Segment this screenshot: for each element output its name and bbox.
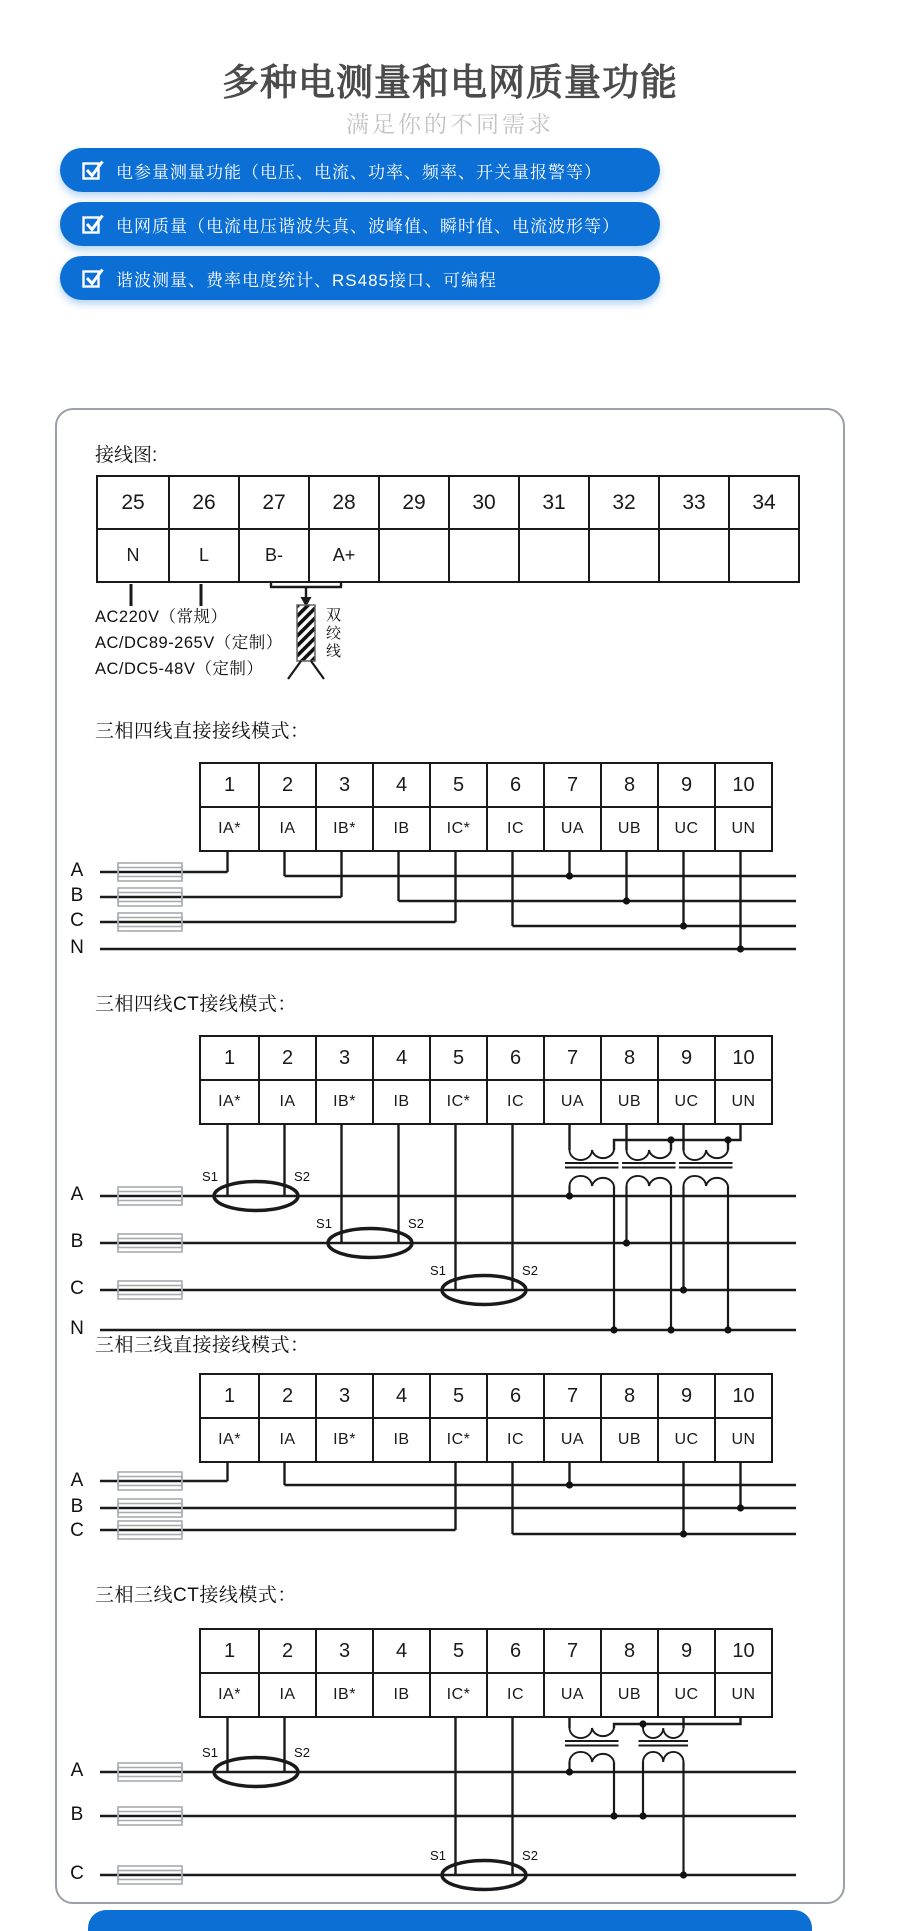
terminal-cell: IC*: [429, 1419, 486, 1461]
pt-transformer-icon: [565, 1150, 733, 1330]
terminal-cell: UC: [657, 808, 714, 850]
svg-text:S1: S1: [202, 1745, 218, 1760]
terminal-cell: 3: [315, 1630, 372, 1672]
terminal-cell: 7: [543, 1375, 600, 1417]
terminal-cell: UN: [714, 1081, 771, 1123]
power-option: AC220V（常规）: [95, 608, 228, 626]
terminal-cell: UC: [657, 1674, 714, 1716]
twisted-pair-label: 双绞线: [324, 607, 341, 661]
terminal-cell: [588, 530, 658, 581]
terminal-cell: IB: [372, 1419, 429, 1461]
terminal-cell: [448, 530, 518, 581]
terminal-strip-diagram4: [199, 1628, 773, 1718]
terminal-cell: 26: [168, 477, 238, 528]
svg-text:S2: S2: [294, 1745, 310, 1760]
terminal-cell: 1: [223, 773, 236, 796]
terminal-label-row: [201, 1417, 771, 1461]
terminal-number-row: [201, 764, 771, 806]
terminal-cell: IA*: [218, 1686, 241, 1703]
terminal-cell: IA: [258, 808, 315, 850]
terminal-cell: IC: [486, 1419, 543, 1461]
terminal-cell: IC*: [429, 1081, 486, 1123]
terminal-cell: UB: [600, 1419, 657, 1461]
terminal-cell: 29: [378, 477, 448, 528]
phase-label-a: A: [70, 1470, 84, 1491]
svg-text:S1: S1: [430, 1848, 446, 1863]
terminal-cell: [658, 530, 728, 581]
terminal-cell: 10: [714, 1375, 771, 1417]
ct-coil-icon: [214, 1758, 526, 1890]
terminal-cell: IA: [258, 1081, 315, 1123]
diagram4-title: 三相三线CT接线模式：: [95, 1585, 297, 1606]
fuse-icon: [118, 1763, 182, 1884]
terminal-cell: IA: [258, 1419, 315, 1461]
svg-text:S1: S1: [316, 1216, 332, 1231]
terminal-cell: UC: [657, 1419, 714, 1461]
terminal-cell: UA: [543, 1419, 600, 1461]
terminal-cell: 4: [372, 1375, 429, 1417]
terminal-cell: 1: [223, 1384, 236, 1407]
terminal-cell: 5: [429, 1375, 486, 1417]
diagram3-wires: [100, 1457, 796, 1534]
ct-terminal-labels: [202, 1745, 538, 1863]
terminal-cell: UN: [714, 1674, 771, 1716]
terminal-cell: 3: [315, 764, 372, 806]
terminal-cell: UB: [600, 808, 657, 850]
terminal-cell: IA*: [218, 1093, 241, 1110]
feature-text: 电网质量（电流电压谐波失真、波峰值、瞬时值、电流波形等）: [116, 216, 620, 236]
diagram2-title: 三相四线CT接线模式：: [95, 994, 297, 1015]
terminal-cell: 3: [315, 1037, 372, 1079]
terminal-cell: 31: [518, 477, 588, 528]
phase-label-n: N: [70, 1318, 84, 1339]
terminal-cell: UB: [600, 1081, 657, 1123]
terminal-cell: 10: [714, 764, 771, 806]
terminal-number-row: [201, 1037, 771, 1079]
svg-text:S2: S2: [522, 1848, 538, 1863]
terminal-cell: 30: [448, 477, 518, 528]
phase-label-a: A: [70, 860, 84, 881]
terminal-cell: UN: [714, 1419, 771, 1461]
terminal-cell: 4: [372, 1037, 429, 1079]
diagram4-junction-dots: [566, 1720, 687, 1878]
terminal-cell: B-: [238, 530, 308, 581]
terminal-cell: IB*: [315, 1674, 372, 1716]
phase-label-n: N: [70, 937, 84, 958]
feature-text: 电参量测量功能（电压、电流、功率、频率、开关量报警等）: [116, 162, 602, 182]
terminal-strip-top: [96, 475, 800, 583]
terminal-cell: 2: [258, 1630, 315, 1672]
terminal-cell: IB*: [315, 1081, 372, 1123]
svg-text:S2: S2: [294, 1169, 310, 1184]
terminal-cell: 7: [543, 764, 600, 806]
terminal-cell: 27: [238, 477, 308, 528]
terminal-cell: 7: [543, 1037, 600, 1079]
terminal-cell: IB: [372, 808, 429, 850]
terminal-cell: IA: [258, 1674, 315, 1716]
terminal-cell: 2: [258, 1037, 315, 1079]
terminal-cell: [728, 530, 798, 581]
terminal-label-row: [98, 528, 798, 581]
power-option: AC/DC89-265V（定制）: [95, 634, 283, 652]
svg-text:S1: S1: [430, 1263, 446, 1278]
terminal-cell: 8: [600, 1375, 657, 1417]
next-section-banner-partial: [88, 1910, 812, 1931]
terminal-cell: 8: [600, 1037, 657, 1079]
terminal-cell: UA: [543, 1674, 600, 1716]
terminal-cell: IC*: [429, 808, 486, 850]
terminal-cell: A+: [308, 530, 378, 581]
phase-label-c: C: [70, 910, 84, 931]
phase-label-b: B: [70, 1496, 84, 1517]
terminal-strip-diagram3: [199, 1373, 773, 1463]
wiring-diagram-label: 接线图:: [95, 445, 158, 466]
terminal-cell: 4: [372, 764, 429, 806]
terminal-cell: 7: [543, 1630, 600, 1672]
phase-label-c: C: [70, 1520, 84, 1541]
terminal-cell: 5: [429, 764, 486, 806]
terminal-cell: 8: [600, 764, 657, 806]
terminal-cell: IB: [372, 1081, 429, 1123]
terminal-number-row: [201, 1375, 771, 1417]
terminal-cell: 9: [657, 1375, 714, 1417]
terminal-cell: 2: [258, 1375, 315, 1417]
phase-label-b: B: [70, 1231, 84, 1252]
diagram3-title: 三相三线直接接线模式：: [95, 1335, 310, 1356]
phase-label-c: C: [70, 1278, 84, 1299]
terminal-cell: IB: [372, 1674, 429, 1716]
ct-terminal-labels: [202, 1169, 538, 1278]
terminal-cell: IC: [486, 1081, 543, 1123]
terminal-cell: UA: [543, 1081, 600, 1123]
terminal-cell: 2: [258, 764, 315, 806]
terminal-cell: N: [126, 545, 140, 565]
phase-label-c: C: [70, 1863, 84, 1884]
terminal-cell: 6: [486, 1630, 543, 1672]
terminal-cell: 3: [315, 1375, 372, 1417]
terminal-cell: IB*: [315, 808, 372, 850]
page-title: 多种电测量和电网质量功能: [222, 62, 678, 103]
diagram4-wires: [100, 1712, 796, 1875]
terminal-cell: 10: [714, 1037, 771, 1079]
terminal-cell: UB: [600, 1674, 657, 1716]
terminal-cell: IC: [486, 808, 543, 850]
terminal-cell: 8: [600, 1630, 657, 1672]
diagram3-junction-dots: [566, 1481, 744, 1537]
terminal-cell: 10: [714, 1630, 771, 1672]
terminal-cell: 4: [372, 1630, 429, 1672]
terminal-strip-diagram2: [199, 1035, 773, 1125]
feature-text: 谐波测量、费率电度统计、RS485接口、可编程: [116, 270, 497, 290]
terminal-cell: 9: [657, 764, 714, 806]
twisted-pair-cable-icon: [288, 605, 324, 679]
terminal-cell: 28: [308, 477, 378, 528]
terminal-cell: [518, 530, 588, 581]
svg-text:S2: S2: [522, 1263, 538, 1278]
terminal-number-row: [201, 1630, 771, 1672]
pt-transformer-icon: [565, 1728, 688, 1875]
diagram1-junction-dots: [566, 872, 744, 952]
diagram1-wires: [100, 846, 796, 949]
terminal-cell: L: [168, 530, 238, 581]
terminal-cell: 32: [588, 477, 658, 528]
terminal-cell: 6: [486, 1375, 543, 1417]
terminal-cell: 25: [121, 490, 145, 514]
terminal-label-row: [201, 806, 771, 850]
terminal-cell: 1: [223, 1639, 236, 1662]
power-option: AC/DC5-48V（定制）: [95, 660, 264, 678]
terminal-cell: 33: [658, 477, 728, 528]
page-subtitle: 满足你的不同需求: [346, 111, 554, 137]
terminal-number-row: [98, 477, 798, 528]
svg-text:S2: S2: [408, 1216, 424, 1231]
terminal-cell: IC: [486, 1674, 543, 1716]
phase-label-b: B: [70, 1804, 84, 1825]
diagram2-junction-dots: [566, 1136, 732, 1333]
terminal-cell: UA: [543, 808, 600, 850]
phase-label-a: A: [70, 1760, 84, 1781]
terminal-cell: IA*: [218, 1431, 241, 1448]
terminal-cell: 5: [429, 1037, 486, 1079]
terminal-strip-diagram1: [199, 762, 773, 852]
terminal-cell: IC*: [429, 1674, 486, 1716]
terminal-cell: 6: [486, 764, 543, 806]
terminal-label-row: [201, 1079, 771, 1123]
phase-label-b: B: [70, 885, 84, 906]
terminal-cell: IA*: [218, 820, 241, 837]
terminal-label-row: [201, 1672, 771, 1716]
terminal-cell: IB*: [315, 1419, 372, 1461]
terminal-cell: [378, 530, 448, 581]
terminal-cell: 9: [657, 1037, 714, 1079]
diagram1-title: 三相四线直接接线模式：: [95, 721, 310, 742]
terminal-cell: UN: [714, 808, 771, 850]
terminal-cell: UC: [657, 1081, 714, 1123]
svg-text:S1: S1: [202, 1169, 218, 1184]
terminal-cell: 6: [486, 1037, 543, 1079]
terminal-cell: 1: [223, 1046, 236, 1069]
terminal-cell: 34: [728, 477, 798, 528]
terminal-cell: 5: [429, 1630, 486, 1672]
phase-label-a: A: [70, 1184, 84, 1205]
terminal-cell: 9: [657, 1630, 714, 1672]
